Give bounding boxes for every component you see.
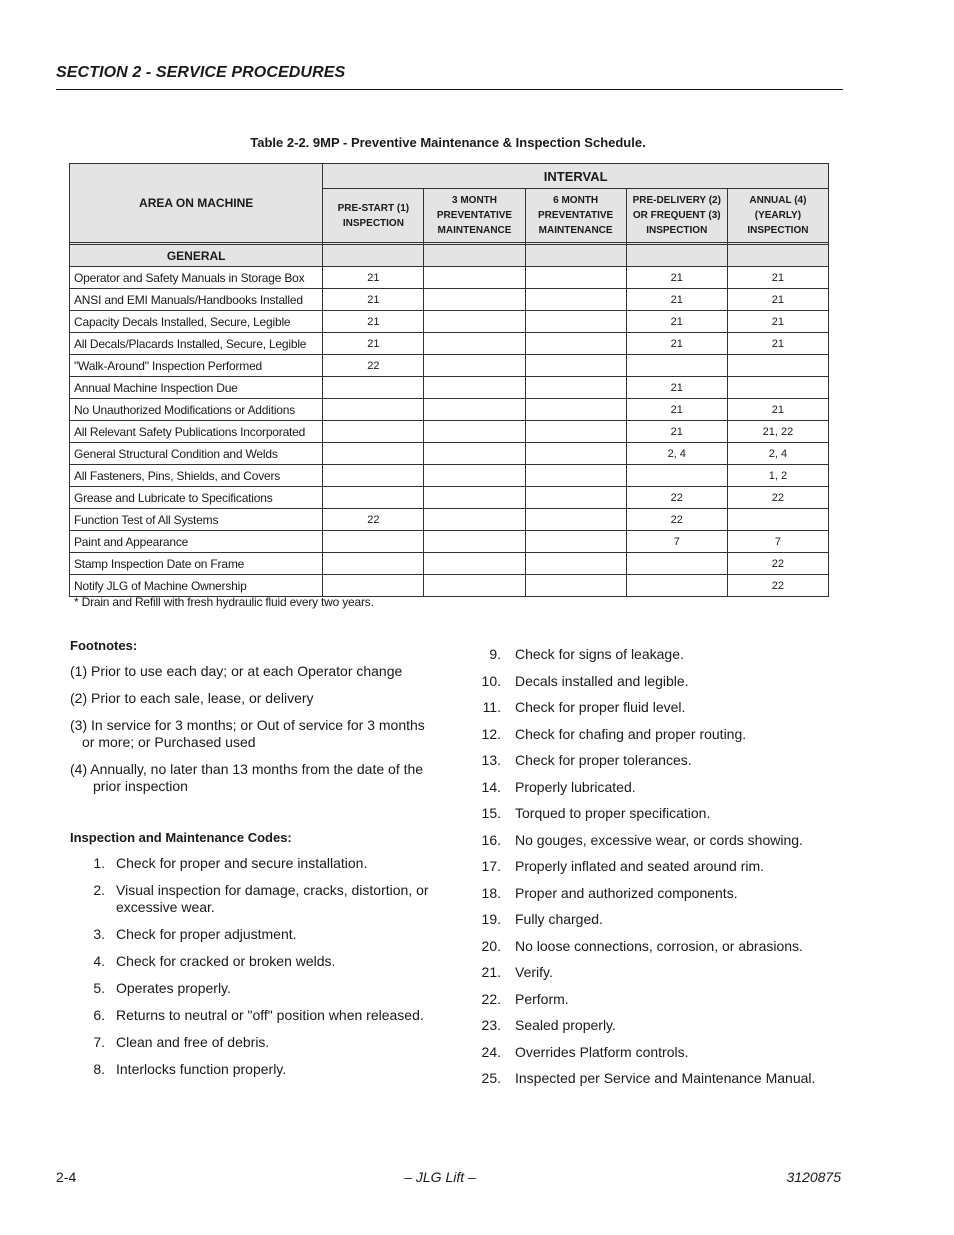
doc-number: 3120875: [786, 1169, 841, 1185]
table-row: [70, 575, 829, 597]
code-text: No gouges, excessive wear, or cords showing.: [515, 831, 803, 848]
left-column: [70, 638, 435, 1088]
interval-cell: 21: [626, 289, 727, 311]
interval-cell: 22: [323, 509, 424, 531]
code-text: Clean and free of debris.: [116, 1034, 270, 1050]
code-text: Check for cracked or broken welds.: [116, 953, 336, 969]
interval-cell: [525, 355, 626, 377]
interval-cell: 21: [323, 333, 424, 355]
interval-cell: [525, 531, 626, 553]
table-row: [70, 487, 829, 509]
interval-cell: [424, 443, 525, 465]
interval-cell: 22: [727, 553, 828, 575]
interval-cell: 22: [727, 487, 828, 509]
code-item: [481, 885, 861, 902]
table-row: [70, 421, 829, 443]
footnote-text: (3) In service for 3 months; or Out of service for 3 months: [70, 717, 425, 733]
code-text: Operates properly.: [116, 980, 231, 996]
code-item: [481, 832, 861, 849]
interval-cell: 2, 4: [626, 443, 727, 465]
code-item: [70, 1034, 435, 1051]
code-number: 25.: [481, 1070, 501, 1086]
code-number: 14.: [481, 778, 501, 795]
code-text: Check for proper and secure installation.: [116, 855, 368, 871]
table-row: [70, 465, 829, 487]
code-text: Interlocks function properly.: [116, 1061, 287, 1077]
interval-cell: [424, 465, 525, 487]
code-item: [70, 855, 435, 872]
interval-cell: [323, 465, 424, 487]
column-header: [727, 189, 828, 243]
code-item: [481, 779, 861, 796]
column-header-line: 3 MONTH: [452, 195, 497, 206]
table-row: [70, 333, 829, 355]
area-cell: General Structural Condition and Welds: [70, 443, 323, 465]
column-header-line: INSPECTION: [646, 225, 708, 236]
area-cell: All Decals/Placards Installed, Secure, Legible: [70, 333, 323, 355]
interval-cell: 2, 4: [727, 443, 828, 465]
interval-cell: [525, 289, 626, 311]
code-text: Properly lubricated.: [515, 778, 636, 795]
interval-cell: [424, 267, 525, 289]
code-item: [481, 699, 861, 716]
interval-cell: 1, 2: [727, 465, 828, 487]
interval-cell: [525, 575, 626, 597]
area-cell: Operator and Safety Manuals in Storage Box: [70, 267, 323, 289]
area-cell: All Relevant Safety Publications Incorporated: [70, 421, 323, 443]
interval-cell: 21: [626, 333, 727, 355]
code-number: 11.: [482, 699, 501, 715]
code-item: [70, 980, 435, 997]
interval-cell: [424, 399, 525, 421]
column-header-line: INSPECTION: [747, 225, 809, 236]
code-item: [481, 991, 861, 1008]
footnotes-list: [70, 663, 435, 795]
table-row: [70, 443, 829, 465]
code-item: [481, 1070, 861, 1087]
code-number: 19.: [481, 911, 501, 927]
code-item: [481, 1044, 861, 1061]
code-number: 9.: [489, 646, 501, 662]
interval-cell: [424, 421, 525, 443]
area-cell: Annual Machine Inspection Due: [70, 377, 323, 399]
interval-cell: 21: [727, 289, 828, 311]
interval-cell: [323, 487, 424, 509]
interval-cell: [323, 553, 424, 575]
code-text: Check for proper tolerances.: [515, 752, 692, 768]
code-text: Verify.: [515, 964, 553, 980]
code-item: [70, 953, 435, 970]
code-number: 17.: [481, 858, 501, 874]
interval-cell: 21: [323, 311, 424, 333]
code-item: [481, 938, 861, 955]
area-cell: All Fasteners, Pins, Shields, and Covers: [70, 465, 323, 487]
footnotes-title: Footnotes:: [70, 638, 138, 653]
codes-title: Inspection and Maintenance Codes:: [70, 830, 292, 845]
code-item: [481, 805, 861, 822]
header-rule: [56, 89, 843, 90]
footnote-item: [70, 717, 435, 751]
interval-cell: 21: [727, 311, 828, 333]
group-label: GENERAL: [70, 245, 323, 267]
column-header: [525, 189, 626, 243]
code-number: 16.: [481, 831, 501, 848]
page-number: 2-4: [56, 1169, 77, 1185]
code-number: 21.: [481, 964, 501, 980]
code-text: Visual inspection for damage, cracks, distortion, or excessive wear.: [116, 882, 429, 915]
interval-cell: [626, 355, 727, 377]
code-number: 24.: [481, 1043, 501, 1060]
interval-cell: [626, 575, 727, 597]
interval-cell: [424, 311, 525, 333]
interval-cell: [525, 487, 626, 509]
interval-cell: [323, 421, 424, 443]
column-header-line: PRE-DELIVERY (2): [632, 195, 721, 206]
column-header: [424, 189, 525, 243]
code-number: 4.: [93, 953, 105, 969]
interval-cell: [525, 421, 626, 443]
interval-cell: [424, 509, 525, 531]
interval-cell: 21: [727, 399, 828, 421]
area-cell: Function Test of All Systems: [70, 509, 323, 531]
area-header: AREA ON MACHINE: [70, 164, 323, 243]
codes-list-right: [481, 646, 861, 1087]
footnote-item: [70, 761, 435, 795]
code-text: Properly inflated and seated around rim.: [515, 858, 765, 874]
interval-cell: [525, 553, 626, 575]
code-text: Check for proper fluid level.: [515, 699, 686, 715]
interval-cell: 7: [626, 531, 727, 553]
section-title: SECTION 2 - SERVICE PROCEDURES: [56, 64, 346, 81]
code-number: 5.: [93, 980, 105, 996]
code-text: Inspected per Service and Maintenance Manual.: [515, 1070, 816, 1086]
table-caption: Table 2-2. 9MP - Preventive Maintenance & Inspection Schedule.: [250, 135, 646, 150]
interval-cell: 21: [727, 267, 828, 289]
code-text: Proper and authorized components.: [515, 884, 738, 901]
maintenance-schedule-table: [69, 163, 829, 597]
interval-cell: [424, 289, 525, 311]
interval-cell: [727, 509, 828, 531]
code-number: 6.: [93, 1007, 105, 1023]
code-number: 8.: [93, 1061, 105, 1077]
footnote-text: (1) Prior to use each day; or at each Operator change: [70, 663, 403, 679]
code-item: [70, 926, 435, 943]
code-number: 10.: [481, 672, 501, 689]
code-text: Overrides Platform controls.: [515, 1043, 689, 1060]
table-row: [70, 553, 829, 575]
table-row: [70, 355, 829, 377]
column-header-line: (YEARLY): [754, 210, 802, 221]
interval-cell: [727, 355, 828, 377]
code-number: 20.: [481, 937, 501, 954]
table-note: * Drain and Refill with fresh hydraulic fluid every two years.: [74, 595, 374, 609]
area-cell: Stamp Inspection Date on Frame: [70, 553, 323, 575]
code-text: Check for signs of leakage.: [515, 646, 684, 662]
interval-cell: 21: [626, 377, 727, 399]
code-item: [70, 882, 435, 916]
area-cell: Capacity Decals Installed, Secure, Legible: [70, 311, 323, 333]
footnote-item: [70, 690, 435, 707]
column-header-line: 6 MONTH: [553, 195, 599, 206]
interval-cell: [323, 531, 424, 553]
code-item: [481, 911, 861, 928]
column-header-line: PREVENTATIVE: [538, 210, 614, 221]
interval-cell: 21, 22: [727, 421, 828, 443]
interval-cell: [424, 355, 525, 377]
code-number: 13.: [481, 752, 501, 768]
column-header-line: PREVENTATIVE: [436, 210, 513, 221]
column-header-line: OR FREQUENT (3): [632, 210, 721, 221]
column-header-line: MAINTENANCE: [437, 225, 512, 236]
interval-cell: 21: [323, 289, 424, 311]
code-item: [481, 858, 861, 875]
code-text: Returns to neutral or "off" position when released.: [116, 1007, 424, 1023]
table-row: [70, 311, 829, 333]
column-header-line: MAINTENANCE: [538, 225, 613, 236]
code-text: Sealed properly.: [515, 1017, 616, 1033]
interval-cell: [323, 377, 424, 399]
interval-cell: [424, 553, 525, 575]
code-number: 1.: [93, 855, 105, 871]
codes-list-left: [70, 855, 435, 1078]
code-number: 12.: [481, 725, 501, 742]
code-text: No loose connections, corrosion, or abrasions.: [515, 937, 803, 954]
interval-cell: [424, 487, 525, 509]
footer-center: – JLG Lift –: [404, 1169, 476, 1185]
footnote-item: [70, 663, 435, 680]
interval-cell: [525, 509, 626, 531]
interval-cell: 22: [626, 487, 727, 509]
interval-cell: [727, 377, 828, 399]
code-item: [70, 1007, 435, 1024]
interval-cell: [525, 443, 626, 465]
interval-cell: [323, 575, 424, 597]
interval-cell: 7: [727, 531, 828, 553]
code-number: 15.: [481, 805, 501, 821]
code-text: Fully charged.: [515, 911, 603, 927]
interval-cell: 21: [626, 421, 727, 443]
group-row: [70, 245, 829, 267]
interval-cell: 22: [727, 575, 828, 597]
interval-cell: [424, 575, 525, 597]
code-number: 7.: [93, 1034, 105, 1050]
interval-cell: 22: [626, 509, 727, 531]
interval-cell: [525, 377, 626, 399]
table-row: [70, 377, 829, 399]
code-item: [481, 964, 861, 981]
interval-cell: 21: [626, 311, 727, 333]
interval-cell: [424, 531, 525, 553]
area-cell: Notify JLG of Machine Ownership: [70, 575, 323, 597]
code-item: [70, 1061, 435, 1078]
table-row: [70, 509, 829, 531]
interval-cell: [525, 267, 626, 289]
footnote-continuation: or more; or Purchased used: [82, 734, 256, 750]
area-cell: Paint and Appearance: [70, 531, 323, 553]
interval-cell: [525, 465, 626, 487]
code-item: [481, 752, 861, 769]
table-row: [70, 267, 829, 289]
column-header-line: ANNUAL (4): [749, 195, 807, 206]
code-item: [481, 726, 861, 743]
column-header: [626, 189, 727, 243]
interval-cell: [424, 333, 525, 355]
column-header-line: PRE-START (1): [337, 202, 410, 214]
code-text: Decals installed and legible.: [515, 672, 689, 689]
interval-cell: [424, 377, 525, 399]
area-cell: ANSI and EMI Manuals/Handbooks Installed: [70, 289, 323, 311]
interval-cell: [525, 311, 626, 333]
interval-cell: [323, 443, 424, 465]
interval-cell: [626, 553, 727, 575]
column-header-line: INSPECTION: [342, 217, 404, 229]
code-item: [481, 1017, 861, 1034]
code-text: Torqued to proper specification.: [515, 805, 711, 821]
interval-cell: 21: [727, 333, 828, 355]
code-text: Perform.: [515, 990, 569, 1007]
table-row: [70, 289, 829, 311]
interval-cell: [525, 399, 626, 421]
interval-cell: 21: [323, 267, 424, 289]
table-row: [70, 531, 829, 553]
interval-cell: [626, 465, 727, 487]
code-item: [481, 646, 861, 663]
interval-cell: [323, 399, 424, 421]
footnote-text: (2) Prior to each sale, lease, or delivery: [70, 690, 314, 706]
code-number: 22.: [481, 990, 501, 1007]
code-text: Check for chafing and proper routing.: [515, 725, 747, 742]
interval-cell: 21: [626, 267, 727, 289]
code-number: 3.: [93, 926, 105, 942]
code-number: 23.: [481, 1017, 501, 1033]
interval-cell: 21: [626, 399, 727, 421]
interval-cell: 22: [323, 355, 424, 377]
area-cell: "Walk-Around" Inspection Performed: [70, 355, 323, 377]
code-number: 2.: [93, 882, 105, 898]
interval-header: INTERVAL: [323, 164, 829, 189]
column-header: [323, 189, 424, 243]
area-cell: Grease and Lubricate to Specifications: [70, 487, 323, 509]
code-number: 18.: [481, 884, 501, 901]
footnote-text: (4) Annually, no later than 13 months from the date of the: [70, 761, 424, 777]
interval-cell: [525, 333, 626, 355]
footnote-continuation: prior inspection: [93, 778, 188, 794]
area-cell: No Unauthorized Modifications or Additions: [70, 399, 323, 421]
code-text: Check for proper adjustment.: [116, 926, 297, 942]
right-column: [481, 646, 861, 1097]
table-row: [70, 399, 829, 421]
code-item: [481, 673, 861, 690]
